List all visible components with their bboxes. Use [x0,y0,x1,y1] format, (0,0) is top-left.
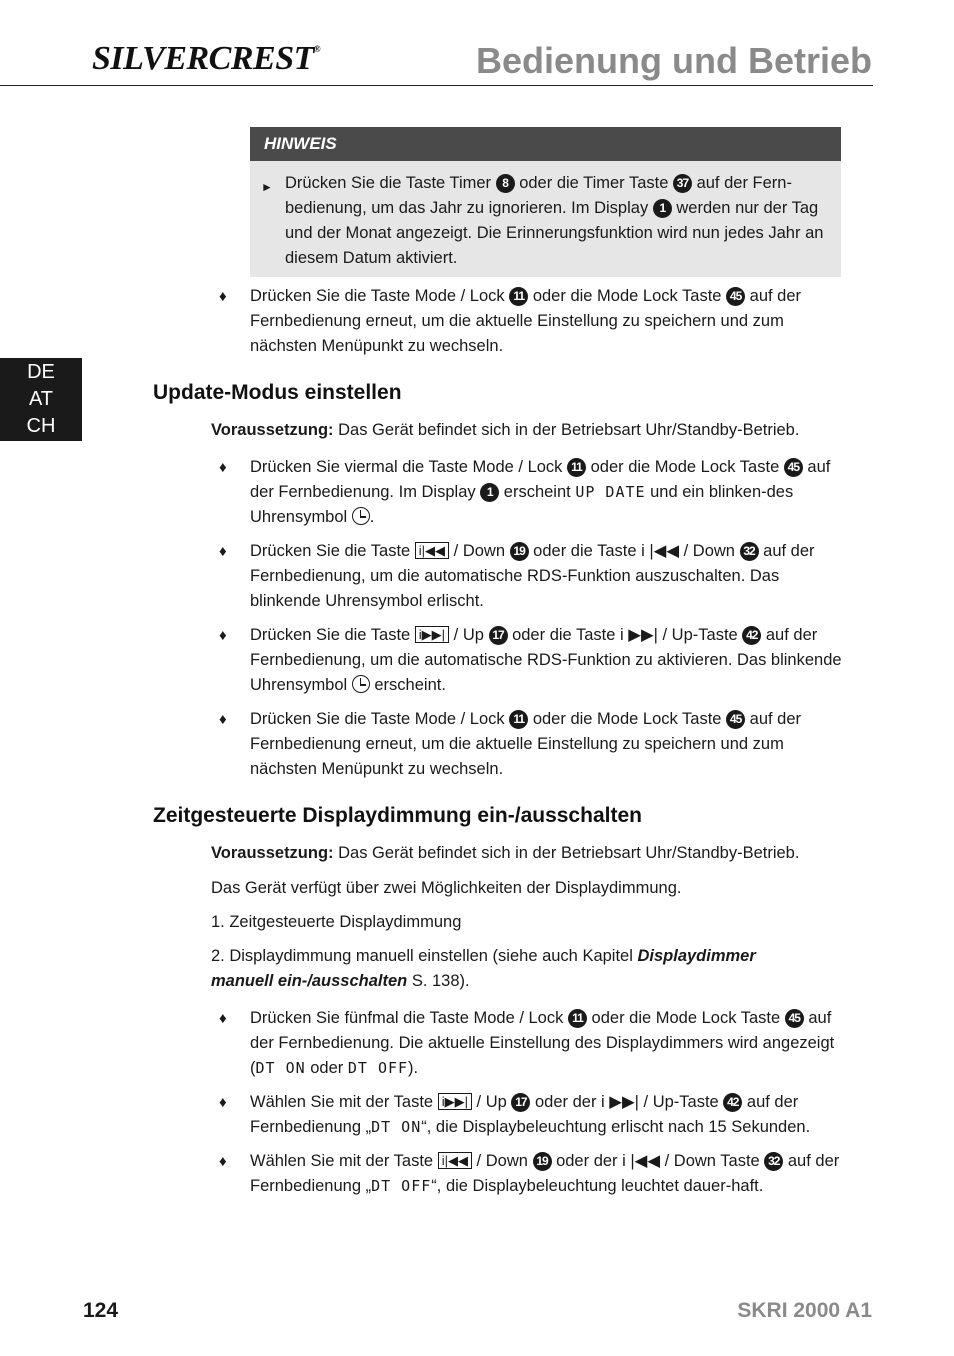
ref-number: 19 [510,542,529,561]
lcd-readout: DT OFF [347,1059,409,1077]
lcd-readout: DT ON [371,1118,422,1136]
item-text: Drücken Sie die Taste [250,542,415,560]
item-text: “, die Displaybeleuchtung erlischt nach 15 Sekunden. [421,1118,811,1136]
header-rule [0,85,873,86]
lcd-readout: DT OFF [371,1177,432,1195]
diamond-bullet-icon: ♦ [219,1153,227,1170]
diamond-bullet-icon: ♦ [219,1010,227,1027]
ref-number: 19 [533,1152,552,1171]
paragraph: 1. Zeitgesteuerte Displaydimmung [211,913,462,931]
ref-number: 1 [653,199,672,218]
skip-forward-key-icon: i▶▶| [438,1093,472,1110]
note-text: auf der Fern-bedienung, um das Jahr zu ignorieren. Im Display [285,174,792,217]
logo-text: SILVERCREST [92,40,314,77]
lang-ch: CH [26,415,56,437]
ref-number: 17 [489,626,508,645]
item-text: Drücken Sie fünfmal die Taste Mode / Lock [250,1009,568,1027]
item-text: / Down [449,542,510,560]
list-item [219,623,845,698]
item-text: erscheint. [369,676,446,694]
ref-number: 42 [723,1093,742,1112]
item-text: auf der Fernbedienung, um die automatische RDS-Funktion zu aktivieren. Das blinkende Uhrensymbol [250,626,842,694]
item-text: / Up [471,1093,512,1111]
diamond-bullet-icon: ♦ [219,543,227,560]
list-item [219,284,845,359]
item-text: / Up [449,626,489,644]
ref-number: 45 [726,287,745,306]
skip-back-key-icon: i|◀◀ [415,542,449,559]
note-text: Drücken Sie die Taste Timer [285,174,496,192]
arrow-bullet-icon: ► [261,180,273,194]
clock-icon [352,675,370,693]
item-text: ). [408,1059,419,1077]
skip-forward-key-icon: i▶▶| [415,626,449,643]
ref-number: 42 [742,626,761,645]
item-text: auf der Fernbedienung „ [250,1152,840,1195]
item-text: oder die Mode Lock Taste [586,1009,785,1027]
diamond-bullet-icon: ♦ [219,1094,227,1111]
chapter-reference: Displaydimmer manuell ein-/ausschalten [211,947,756,990]
requirement-label: Voraussetzung: [211,421,334,439]
requirement-label: Voraussetzung: [211,844,334,862]
item-text: Drücken Sie die Taste Mode / Lock [250,710,510,728]
diamond-bullet-icon: ♦ [219,459,227,476]
list-item [219,455,845,530]
requirement [211,418,851,443]
diamond-bullet-icon: ♦ [219,711,227,728]
diamond-bullet-icon: ♦ [219,627,227,644]
list-item [219,1149,845,1199]
ref-number: 45 [785,1009,804,1028]
item-text: auf der Fernbedienung. Im Display [250,458,831,501]
requirement-text: Das Gerät befindet sich in der Betriebsart Uhr/Standby-Betrieb. [333,421,800,439]
paragraph: Das Gerät verfügt über zwei Möglichkeiten der Displaydimmung. [211,879,682,897]
item-text: auf der Fernbedienung erneut, um die aktuelle Einstellung zu speichern und zum nächsten Menüpunkt zu wechseln. [250,710,802,778]
ref-number: 17 [511,1093,530,1112]
item-text: Drücken Sie die Taste Mode / Lock [250,287,510,305]
list-item [219,1090,845,1140]
ref-number: 45 [726,710,745,729]
item-text: oder die Mode Lock Taste [528,710,727,728]
item-text: auf der Fernbedienung „ [250,1093,799,1136]
ref-number: 1 [480,483,499,502]
note-heading: HINWEIS [250,127,841,161]
item-text: oder die Taste i |◀◀ / Down [528,542,740,560]
item-text: und ein blinken-des Uhrensymbol [250,483,794,526]
list-item [219,539,845,614]
item-text: oder die Taste i ▶▶| / Up-Taste [507,626,743,644]
ref-number: 11 [567,458,586,477]
ref-number: 11 [509,710,528,729]
ref-number: 45 [784,458,803,477]
note-text: werden nur der Tag und der Monat angezeigt. Die Erinnerungsfunktion wird nun jedes Jahr an diesem Datum aktiviert. [285,199,824,267]
paragraph [211,944,811,994]
note-text: oder die Timer Taste [514,174,673,192]
item-text: / Down [471,1152,533,1170]
paragraph-text: S. 138). [407,972,470,990]
item-text: oder der i ▶▶| / Up-Taste [530,1093,724,1111]
page-number: 124 [83,1299,119,1322]
logo-registered-mark: ® [313,44,321,54]
lcd-readout: DT ON [255,1059,306,1077]
brand-logo [92,40,320,78]
section-heading: Zeitgesteuerte Displaydimmung ein-/ausschalten [153,804,642,827]
lang-de: DE [27,361,55,383]
paragraph-text: 2. Displaydimmung manuell einstellen (siehe auch Kapitel [211,947,638,965]
item-text: erscheint [499,483,576,501]
requirement [211,841,851,866]
page-title: Bedienung und Betrieb [476,40,872,81]
ref-number: 11 [568,1009,587,1028]
model-number: SKRI 2000 A1 [737,1299,872,1322]
clock-icon [352,507,370,525]
item-text: oder die Mode Lock Taste [586,458,784,476]
ref-number: 11 [509,287,528,306]
item-text: Drücken Sie die Taste [250,626,415,644]
item-text: auf der Fernbedienung erneut, um die aktuelle Einstellung zu speichern und zum nächsten Menüpunkt zu wechseln. [250,287,802,355]
ref-number: 8 [496,174,515,193]
skip-back-key-icon: i|◀◀ [438,1152,472,1169]
ref-number: 32 [740,542,759,561]
list-item [219,707,845,782]
diamond-bullet-icon: ♦ [219,288,227,305]
item-text: . [369,508,375,526]
note-box [250,127,841,277]
item-text: oder der i |◀◀ / Down Taste [551,1152,765,1170]
item-text: oder [305,1059,348,1077]
lang-at: AT [28,388,54,410]
item-text: auf der Fernbedienung, um die automatische RDS-Funktion auszuschalten. Das blinkende Uhrensymbol erlischt. [250,542,815,610]
requirement-text: Das Gerät befindet sich in der Betriebsart Uhr/Standby-Betrieb. [333,844,800,862]
ref-number: 37 [673,174,692,193]
list-item [219,1006,845,1081]
item-text: Wählen Sie mit der Taste [250,1152,438,1170]
language-tab [0,358,82,441]
lcd-readout: UP DATE [575,483,646,501]
section-heading: Update-Modus einstellen [153,381,402,404]
ref-number: 32 [764,1152,783,1171]
item-text: “, die Displaybeleuchtung leuchtet dauer-haft. [431,1177,764,1195]
item-text: Drücken Sie viermal die Taste Mode / Lock [250,458,568,476]
item-text: auf der Fernbedienung. Die aktuelle Einstellung des Displaydimmers wird angezeigt ( [250,1009,835,1077]
item-text: Wählen Sie mit der Taste [250,1093,438,1111]
item-text: oder die Mode Lock Taste [528,287,727,305]
note-body [250,161,841,277]
